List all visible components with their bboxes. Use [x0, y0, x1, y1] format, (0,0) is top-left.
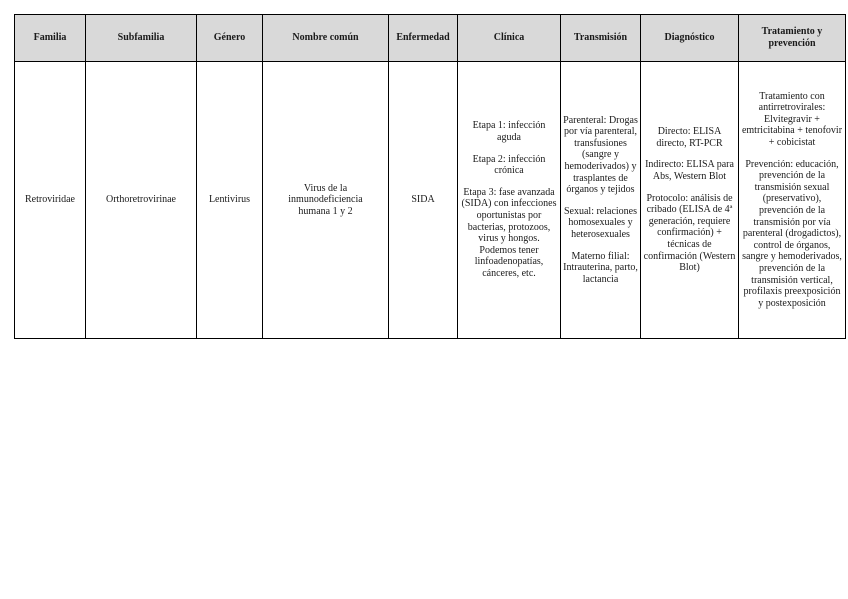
diagnostico-protocolo: Protocolo: análisis de cribado (ELISA de 4ª generación, requiere confirmación) + técnicas de confirmación (Western Blot)	[643, 192, 736, 274]
header-genero: Género	[197, 15, 263, 62]
cell-nombre-comun: Virus de la inmunodeficiencia humana 1 y 2	[263, 62, 389, 339]
document-page	[14, 14, 846, 339]
cell-genero: Lentivirus	[197, 62, 263, 339]
header-familia: Familia	[15, 15, 86, 62]
cell-clinica	[458, 62, 561, 339]
cell-familia: Retroviridae	[15, 62, 86, 339]
header-transmision: Transmisión	[561, 15, 641, 62]
clinica-etapa-1: Etapa 1: infección aguda	[472, 120, 546, 144]
header-nombre-comun: Nombre común	[263, 15, 389, 62]
clinica-etapa-2: Etapa 2: infección crónica	[472, 153, 546, 177]
transmision-materno-filial: Materno filial: Intrauterina, parto, lactancia	[563, 250, 638, 285]
transmision-block	[563, 115, 638, 286]
header-row	[15, 15, 846, 62]
diagnostico-directo: Directo: ELISA directo, RT-PCR	[656, 126, 723, 149]
header-enfermedad: Enfermedad	[389, 15, 458, 62]
cell-transmision	[561, 62, 641, 339]
cell-diagnostico	[641, 62, 739, 339]
header-clinica: Clínica	[458, 15, 561, 62]
transmision-sexual: Sexual: relaciones homosexuales y heterosexuales	[563, 205, 638, 240]
tratamiento-prevencion: Prevención: educación, prevención de la transmisión sexual (preservativo), prevención de la transmisión por vía parenteral (drogadictos), control de órganos, sangre y hemoderivados, prevención de la transmisión vertical, profilaxis preexposición y postexposición	[742, 158, 842, 309]
clinica-etapa-3: Etapa 3: fase avanzada (SIDA) con infecciones oportunistas por bacterias, protozoos, virus y hongos. Podemos tener linfoadenopatías, cánceres, etc.	[461, 186, 557, 279]
clinica-block	[460, 120, 558, 279]
tratamiento-block	[741, 91, 843, 310]
transmision-parenteral: Parenteral: Drogas por vía parenteral, transfusiones (sangre y hemoderivados) y trasplantes de órganos y tejidos	[563, 114, 638, 196]
diagnostico-block	[643, 126, 736, 274]
virus-info-table	[14, 14, 846, 339]
header-tratamiento: Tratamiento y prevención	[739, 15, 846, 62]
cell-enfermedad: SIDA	[389, 62, 458, 339]
header-diagnostico: Diagnóstico	[641, 15, 739, 62]
header-subfamilia: Subfamilia	[86, 15, 197, 62]
tratamiento-antirretrovirales: Tratamiento con antirretrovirales: Elvitegravir + emtricitabina + tenofovir + cobicistat	[741, 90, 843, 149]
table-row	[15, 62, 846, 339]
cell-tratamiento	[739, 62, 846, 339]
diagnostico-indirecto: Indirecto: ELISA para Abs, Western Blot	[645, 159, 734, 183]
cell-subfamilia: Orthoretrovirinae	[86, 62, 197, 339]
